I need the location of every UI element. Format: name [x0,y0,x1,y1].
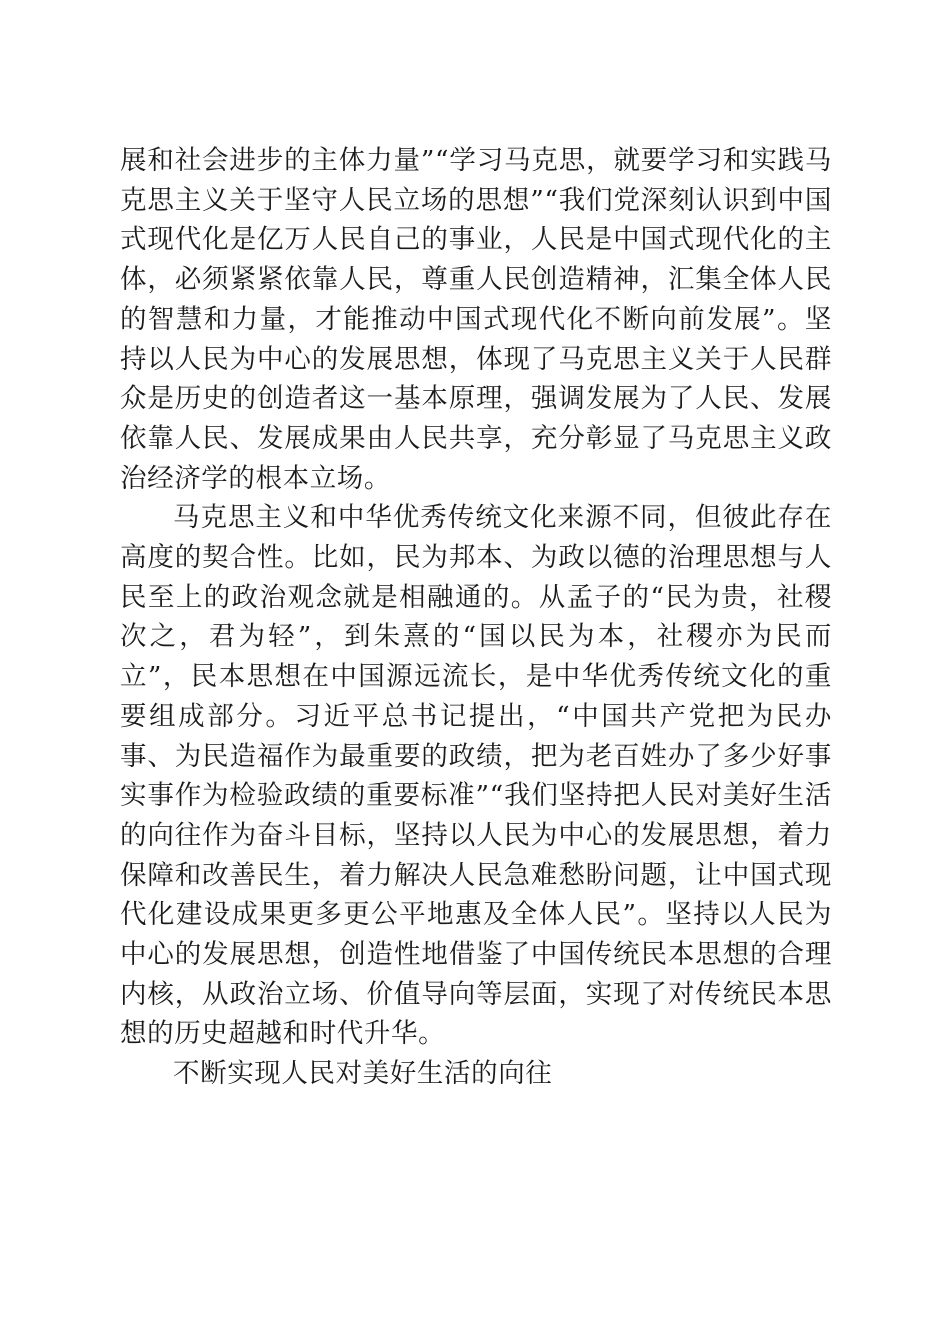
section-subheading: 不断实现人民对美好生活的向往 [173,1058,553,1090]
paragraph-marxism-and-tradition: 马克思主义和中华优秀传统文化来源不同，但彼此存在高度的契合性。比如，民为邦本、为政以德的治理思想与人民至上的政治观念就是相融通的。从孟子的“民为贵，社稷次之，君为轻”，到朱熹的“国以民为本，社稷亦为民而立”，民本思想在中国源远流长，是中华优秀传统文化的重要组成部分。习近平总书记提出，“中国共产党把为民办事、为民造福作为最重要的政绩，把为老百姓办了多少好事实事作为检验政绩的重要标准”“我们坚持把人民对美好生活的向往作为奋斗目标，坚持以人民为中心的发展思想，着力保障和改善民生，着力解决人民急难愁盼问题，让中国式现代化建设成果更多更公平地惠及全体人民”。坚持以人民为中心的发展思想，创造性地借鉴了中国传统民本思想的合理内核，从政治立场、价值导向等层面，实现了对传统民本思想的历史超越和时代升华。 [120,502,832,1050]
paragraph-continuation: 展和社会进步的主体力量”“学习马克思，就要学习和实践马克思主义关于坚守人民立场的思想”“我们党深刻认识到中国式现代化是亿万人民自己的事业，人民是中国式现代化的主体，必须紧紧依靠人民，尊重人民创造精神，汇集全体人民的智慧和力量，才能推动中国式现代化不断向前发展”。坚持以人民为中心的发展思想，体现了马克思主义关于人民群众是历史的创造者这一基本原理，强调发展为了人民、发展依靠人民、发展成果由人民共享，充分彰显了马克思主义政治经济学的根本立场。 [120,145,832,494]
document-body [120,141,832,1094]
